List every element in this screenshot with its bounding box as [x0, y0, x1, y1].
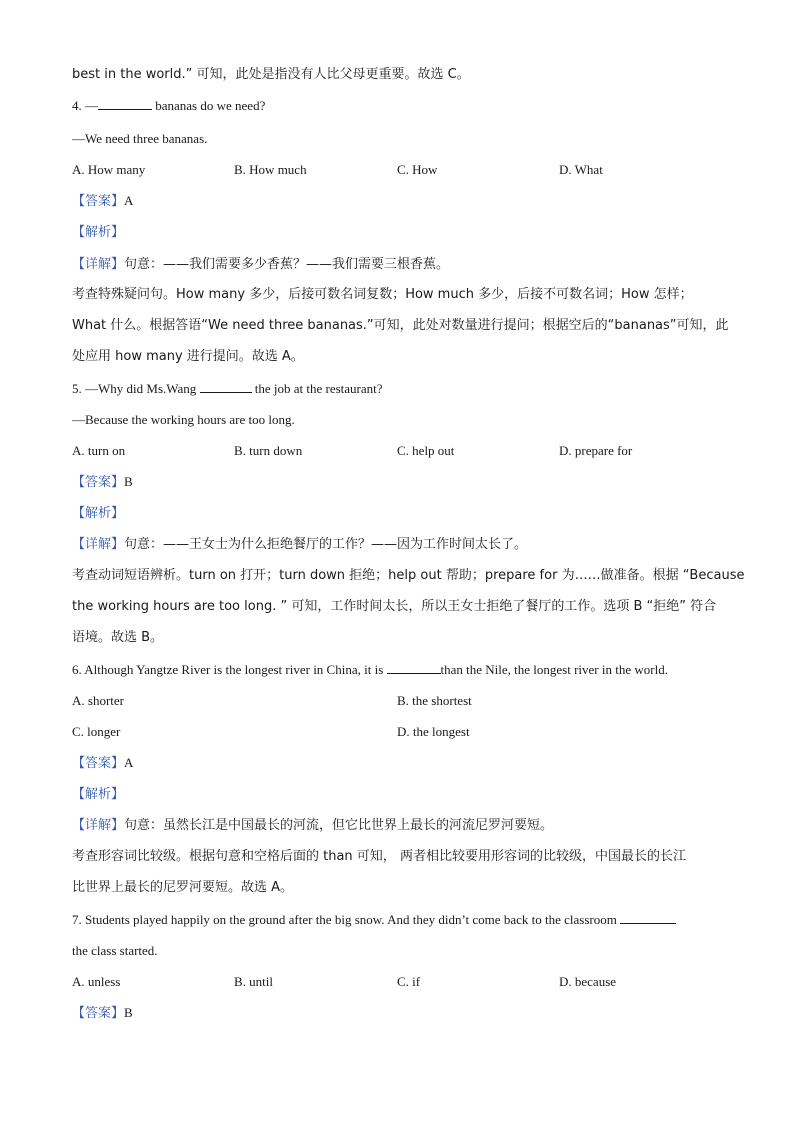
- question-4-option-a: A. How many: [72, 162, 146, 177]
- question-4-detail-3: What 什么。根据答语“We need three bananas.”可知，此处对数量进行提问；根据空后的“bananas”可知，此: [72, 318, 729, 333]
- question-6-detail-2: 考查形容词比较级。根据句意和空格后面的 than 可知， 两者相比较要用形容词的比较级，中国最长的长江: [72, 849, 686, 864]
- question-6-option-a: A. shorter: [72, 693, 124, 708]
- question-5-stem-a: 5. —Why did Ms.Wang: [72, 381, 200, 396]
- question-4-option-b: B. How much: [234, 162, 307, 177]
- intro-line: best in the world.” 可知，此处是指没有人比父母更重要。故选 C。: [72, 67, 470, 82]
- question-4-reply: —We need three bananas.: [72, 131, 208, 146]
- analysis-label: 【解析】: [72, 506, 125, 521]
- question-4-blank: [98, 97, 152, 110]
- question-5-stem: [72, 380, 383, 398]
- question-4-answer: [72, 192, 133, 211]
- question-7-stem-1: 7. Students played happily on the ground after the big snow. And they didn’t come back to the classroom: [72, 912, 621, 927]
- question-6-stem: [72, 661, 668, 679]
- detail-label: 【详解】: [72, 537, 125, 552]
- question-5-option-d: D. prepare for: [559, 443, 633, 458]
- question-7-blank: [620, 911, 676, 924]
- question-5-reply: —Because the working hours are too long.: [72, 412, 295, 427]
- question-4-stem-text: bananas do we need?: [152, 98, 266, 113]
- question-5-stem-b: the job at the restaurant?: [251, 381, 383, 396]
- analysis-label: 【解析】: [72, 225, 125, 240]
- question-5-detail-4: 语境。故选 B。: [72, 630, 164, 645]
- question-4-option-c: C. How: [397, 162, 438, 177]
- answer-label: 【答案】: [72, 475, 125, 490]
- question-7-answer: [72, 1004, 133, 1023]
- question-5-detail-2: 考查动词短语辨析。turn on 打开；turn down 拒绝；help out 帮助；prepare for 为……做准备。根据 “Because: [72, 568, 745, 583]
- detail-label: 【详解】: [72, 818, 125, 833]
- question-5-answer: [72, 473, 133, 492]
- answer-value: B: [124, 474, 133, 489]
- question-7-stem-line-1: [72, 911, 676, 929]
- question-6-stem-a: 6. Although Yangtze River is the longest river in China, it is: [72, 662, 387, 677]
- answer-label: 【答案】: [72, 1006, 125, 1021]
- question-6-stem-b: than the Nile, the longest river in the world.: [440, 662, 668, 677]
- question-5-option-b: B. turn down: [234, 443, 303, 458]
- question-4-option-d: D. What: [559, 162, 603, 177]
- question-4-number: 4. —: [72, 98, 98, 113]
- question-5-option-c: C. help out: [397, 443, 455, 458]
- question-4-detail-1: [72, 256, 449, 274]
- question-4-analysis: [72, 223, 124, 242]
- question-6-answer: [72, 754, 133, 773]
- question-7-option-d: D. because: [559, 974, 617, 989]
- answer-value: B: [124, 1005, 133, 1020]
- question-6-detail-3: 比世界上最长的尼罗河要短。故选 A。: [72, 880, 294, 895]
- answer-label: 【答案】: [72, 194, 125, 209]
- question-7-stem-line-2: the class started.: [72, 943, 158, 958]
- question-5-blank: [200, 380, 252, 393]
- detail-text: 句意：——王女士为什么拒绝餐厅的工作？——因为工作时间太长了。: [124, 537, 528, 552]
- question-4-stem: [72, 97, 265, 115]
- answer-label: 【答案】: [72, 756, 125, 771]
- question-7-option-c: C. if: [397, 974, 421, 989]
- question-5-detail-1: [72, 536, 527, 554]
- question-6-analysis: [72, 785, 124, 804]
- question-5-analysis: [72, 504, 124, 523]
- detail-label: 【详解】: [72, 257, 125, 272]
- question-6-option-c: C. longer: [72, 724, 121, 739]
- question-5-option-a: A. turn on: [72, 443, 126, 458]
- question-6-option-b: B. the shortest: [397, 693, 472, 708]
- answer-value: A: [124, 755, 134, 770]
- question-4-detail-4: 处应用 how many 进行提问。故选 A。: [72, 349, 304, 364]
- question-6-detail-1: [72, 817, 553, 835]
- question-4-detail-2: 考查特殊疑问句。How many 多少，后接可数名词复数；How much 多少，后接不可数名词；How 怎样；: [72, 287, 693, 302]
- detail-text: 句意：虽然长江是中国最长的河流，但它比世界上最长的河流尼罗河要短。: [124, 818, 554, 833]
- question-6-blank: [387, 661, 441, 674]
- detail-text: 句意：——我们需要多少香蕉？——我们需要三根香蕉。: [124, 257, 450, 272]
- question-6-option-d: D. the longest: [397, 724, 470, 739]
- answer-value: A: [124, 193, 134, 208]
- question-5-detail-3: the working hours are too long. ” 可知，工作时间太长，所以王女士拒绝了餐厅的工作。选项 B “拒绝” 符合: [72, 599, 717, 614]
- question-7-option-b: B. until: [234, 974, 274, 989]
- analysis-label: 【解析】: [72, 787, 125, 802]
- question-7-option-a: A. unless: [72, 974, 121, 989]
